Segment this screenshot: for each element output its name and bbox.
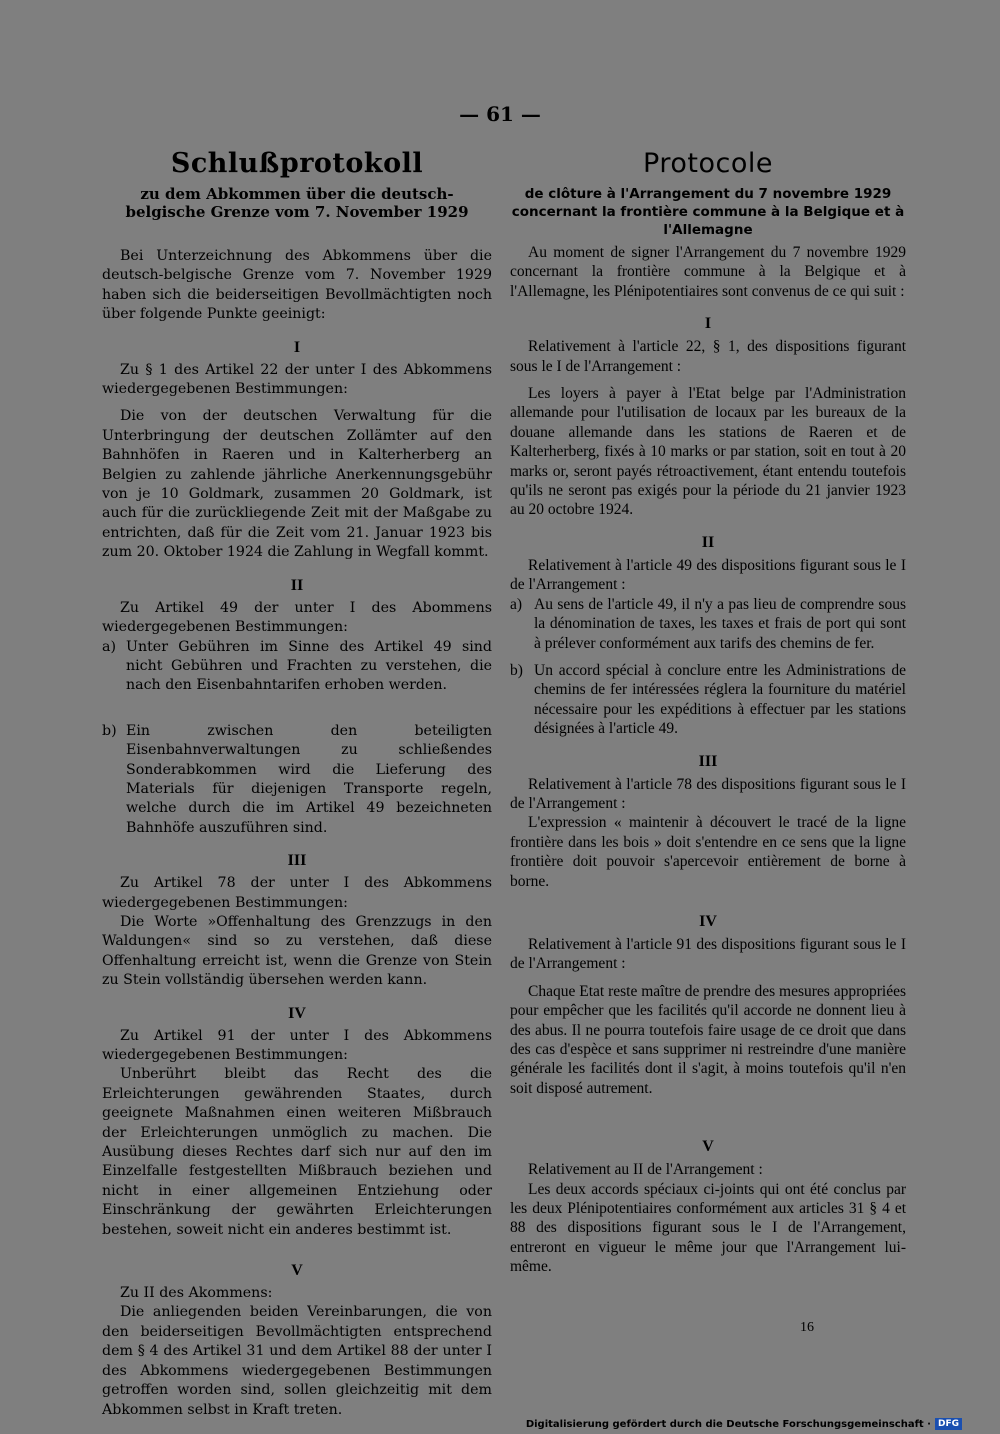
french-section-1-text: Les loyers à payer à l'Etat belge par l'Administration allemande pour l'utilisation de locaux par les bureaux de la douane allemande dans les stations de Raeren et de Kalterherberg, fixés à 10 marks or par station, soit en tout à 20 marks or, seront payés rétroactivement, étant entendu toutefois qu'ils ne seront pas exigés pour la période du 21 janvier 1923 au 20 octobre 1924.	[510, 385, 906, 519]
item-text: Un accord spécial à conclure entre les Administrations de chemins de fer intéressées réglera la fourniture du matériel nécessaire pour les expéditions à effectuer par les stations désignées à l'article 49.	[534, 661, 906, 738]
german-section-3-text: Die Worte »Offenhaltung des Grenzzugs in den Waldungen« sind so zu verstehen, daß diese Offenhaltung erreicht ist, wenn die Grenze von Stein zu Stein vollständig übersehen werden kann.	[102, 913, 492, 989]
german-section-2-item-b	[102, 722, 492, 838]
german-column	[102, 148, 492, 1420]
french-section-3-text: L'expression « maintenir à découvert le tracé de la ligne frontière dans les bois » doit s'entendre en ce sens que la ligne frontière doit pouvoir s'apercevoir entièrement de borne à borne.	[510, 814, 906, 890]
german-section-3-reference: Zu Artikel 78 der unter I des Abkommens wiedergegebenen Bestimmungen:	[102, 875, 492, 911]
digitization-credit	[526, 1418, 962, 1430]
item-label: a)	[510, 595, 523, 613]
german-section-4-number: IV	[288, 1004, 306, 1022]
item-label: b)	[102, 722, 117, 739]
sheet-number: 16	[800, 1320, 814, 1335]
page-number: — 61 —	[459, 102, 541, 126]
french-intro: Au moment de signer l'Arrangement du 7 novembre 1929 concernant la frontière commune à la Belgique et à l'Allemagne, les Plénipotentiaires sont convenus de ce qui suit :	[510, 244, 906, 300]
french-section-2-reference: Relativement à l'article 49 des dispositions figurant sous le I de l'Arrangement :	[510, 556, 906, 594]
german-section-5-text: Die anliegenden beiden Vereinbarungen, die von den beiderseitigen Bevollmächtigten entsprechend dem § 4 des Artikel 31 und dem Artikel 88 der unter I des Abkommens wiedergegebenen Bestimmungen getroffen worden sind, sollen gleichzeitig mit dem Abkommen selbst in Kraft treten.	[102, 1304, 492, 1418]
french-section-1-number: I	[704, 315, 712, 333]
german-section-5-number: V	[291, 1262, 303, 1280]
french-column	[510, 148, 906, 1277]
german-section-2-item-a	[102, 638, 492, 696]
french-section-4-text: Chaque Etat reste maître de prendre des mesures appropriées pour empêcher que les facilités qu'il accorde ne donnent lieu à des abus. Il ne pourra toutefois faire usage de ce droit que dans des cas d'espèce et sans supprimer ni restreindre d'une manière générale les facilités dont il s'agit, à moins toutefois qu'il n'en soit disposé autrement.	[510, 982, 906, 1097]
german-section-4-text: Unberührt bleibt das Recht des die Erleichterungen gewährenden Staates, durch geeignete Maßnahmen einen weiteren Mißbrauch der Erleichterungen unmöglich zu machen. Die Ausübung dieses Rechtes darf sich nur auf den im Einzelfalle festgestellten Mißbrauch beziehen und nicht in einer allgemeinen Entziehung oder Einschränkung der gewährten Erleichterungen bestehen, soweit nicht ein anderes bestimmt ist.	[102, 1066, 492, 1238]
item-label: a)	[102, 638, 116, 655]
credit-text: Digitalisierung gefördert durch die Deutsche Forschungsgemeinschaft ·	[525, 1418, 931, 1430]
item-text: Ein zwischen den beteiligten Eisenbahnverwaltungen zu schließendes Sonderabkommen wird die Lieferung des Materials für diejenigen Transporte regeln, welche durch die im Artikel 49 bezeichneten Bahnhöfe auszuführen sind.	[126, 722, 492, 836]
german-section-2-reference: Zu Artikel 49 der unter I des Abommens wiedergegebenen Bestimmungen:	[102, 599, 492, 636]
item-text: Unter Gebühren im Sinne des Artikel 49 sind nicht Gebühren und Frachten zu verstehen, die nach den Eisenbahntarifen erhoben werden.	[126, 638, 492, 694]
french-section-1-reference: Relativement à l'article 22, § 1, des dispositions figurant sous le I de l'Arrangement :	[510, 338, 906, 375]
french-section-5-reference: Relativement au II de l'Arrangement :	[528, 1161, 763, 1179]
french-section-2-item-a	[510, 595, 906, 653]
dfg-logo-icon: DFG	[935, 1418, 962, 1430]
french-section-4-number: IV	[699, 912, 717, 930]
french-subtitle: de clôture à l'Arrangement du 7 novembre 1929 concernant la frontière commune à la Belgique et à l'Allemagne	[511, 186, 905, 238]
item-label: b)	[510, 661, 523, 679]
german-section-2-number: II	[290, 576, 304, 594]
german-subtitle: zu dem Abkommen über die deutsch-belgische Grenze vom 7. November 1929	[125, 185, 469, 221]
german-section-1-reference: Zu § 1 des Artikel 22 der unter I des Abkommens wiedergegebenen Bestimmungen:	[102, 361, 492, 398]
french-section-2-number: II	[701, 533, 715, 551]
french-title: Protocole	[643, 148, 773, 179]
german-intro: Bei Unterzeichnung des Abkommens über die deutsch-belgische Grenze vom 7. November 1929 haben sich die beiderseitigen Bevollmächtigten noch über folgende Punkte geeinigt:	[102, 248, 492, 323]
french-section-4-reference: Relativement à l'article 91 des dispositions figurant sous le I de l'Arrangement :	[510, 935, 906, 973]
french-section-5-text: Les deux accords spéciaux ci-joints qui ont été conclus par les deux Plénipotentiaires conformément aux articles 31 § 4 et 88 des dispositions figurant sous le I de l'Arrangement, entreront en vigueur le même jour que l'Arrangement lui-même.	[510, 1180, 906, 1276]
german-title: Schlußprotokoll	[170, 148, 424, 179]
german-section-4-reference: Zu Artikel 91 der unter I des Abkommens wiedergegebenen Bestimmungen:	[102, 1027, 492, 1063]
german-section-3-number: III	[287, 852, 307, 870]
french-section-3-reference: Relativement à l'article 78 des dispositions figurant sous le I de l'Arrangement :	[510, 775, 906, 812]
french-section-5-number: V	[702, 1138, 714, 1156]
item-text: Au sens de l'article 49, il n'y a pas lieu de comprendre sous la dénomination de taxes, les taxes et frais de port qui sont à prélever conformément aux tarifs des chemins de fer.	[534, 595, 906, 652]
french-section-2-item-b	[510, 661, 906, 739]
german-section-1-number: I	[293, 338, 301, 356]
french-section-3-number: III	[698, 752, 718, 770]
german-section-1-text: Die von der deutschen Verwaltung für die Unterbringung der deutschen Zollämter auf den Bahnhöfen in Raeren und in Kalterherberg an Belgien zu zahlende jährliche Anerkennungsgebühr von je 10 Goldmark, zusammen 20 Goldmark, ist auch für die zurückliegende Zeit mit der Maßgabe zu entrichten, daß für die Zeit vom 21. Januar 1923 bis zum 20. Oktober 1924 die Zahlung in Wegfall kommt.	[102, 408, 492, 561]
german-section-5-reference: Zu II des Akommens:	[120, 1285, 273, 1302]
